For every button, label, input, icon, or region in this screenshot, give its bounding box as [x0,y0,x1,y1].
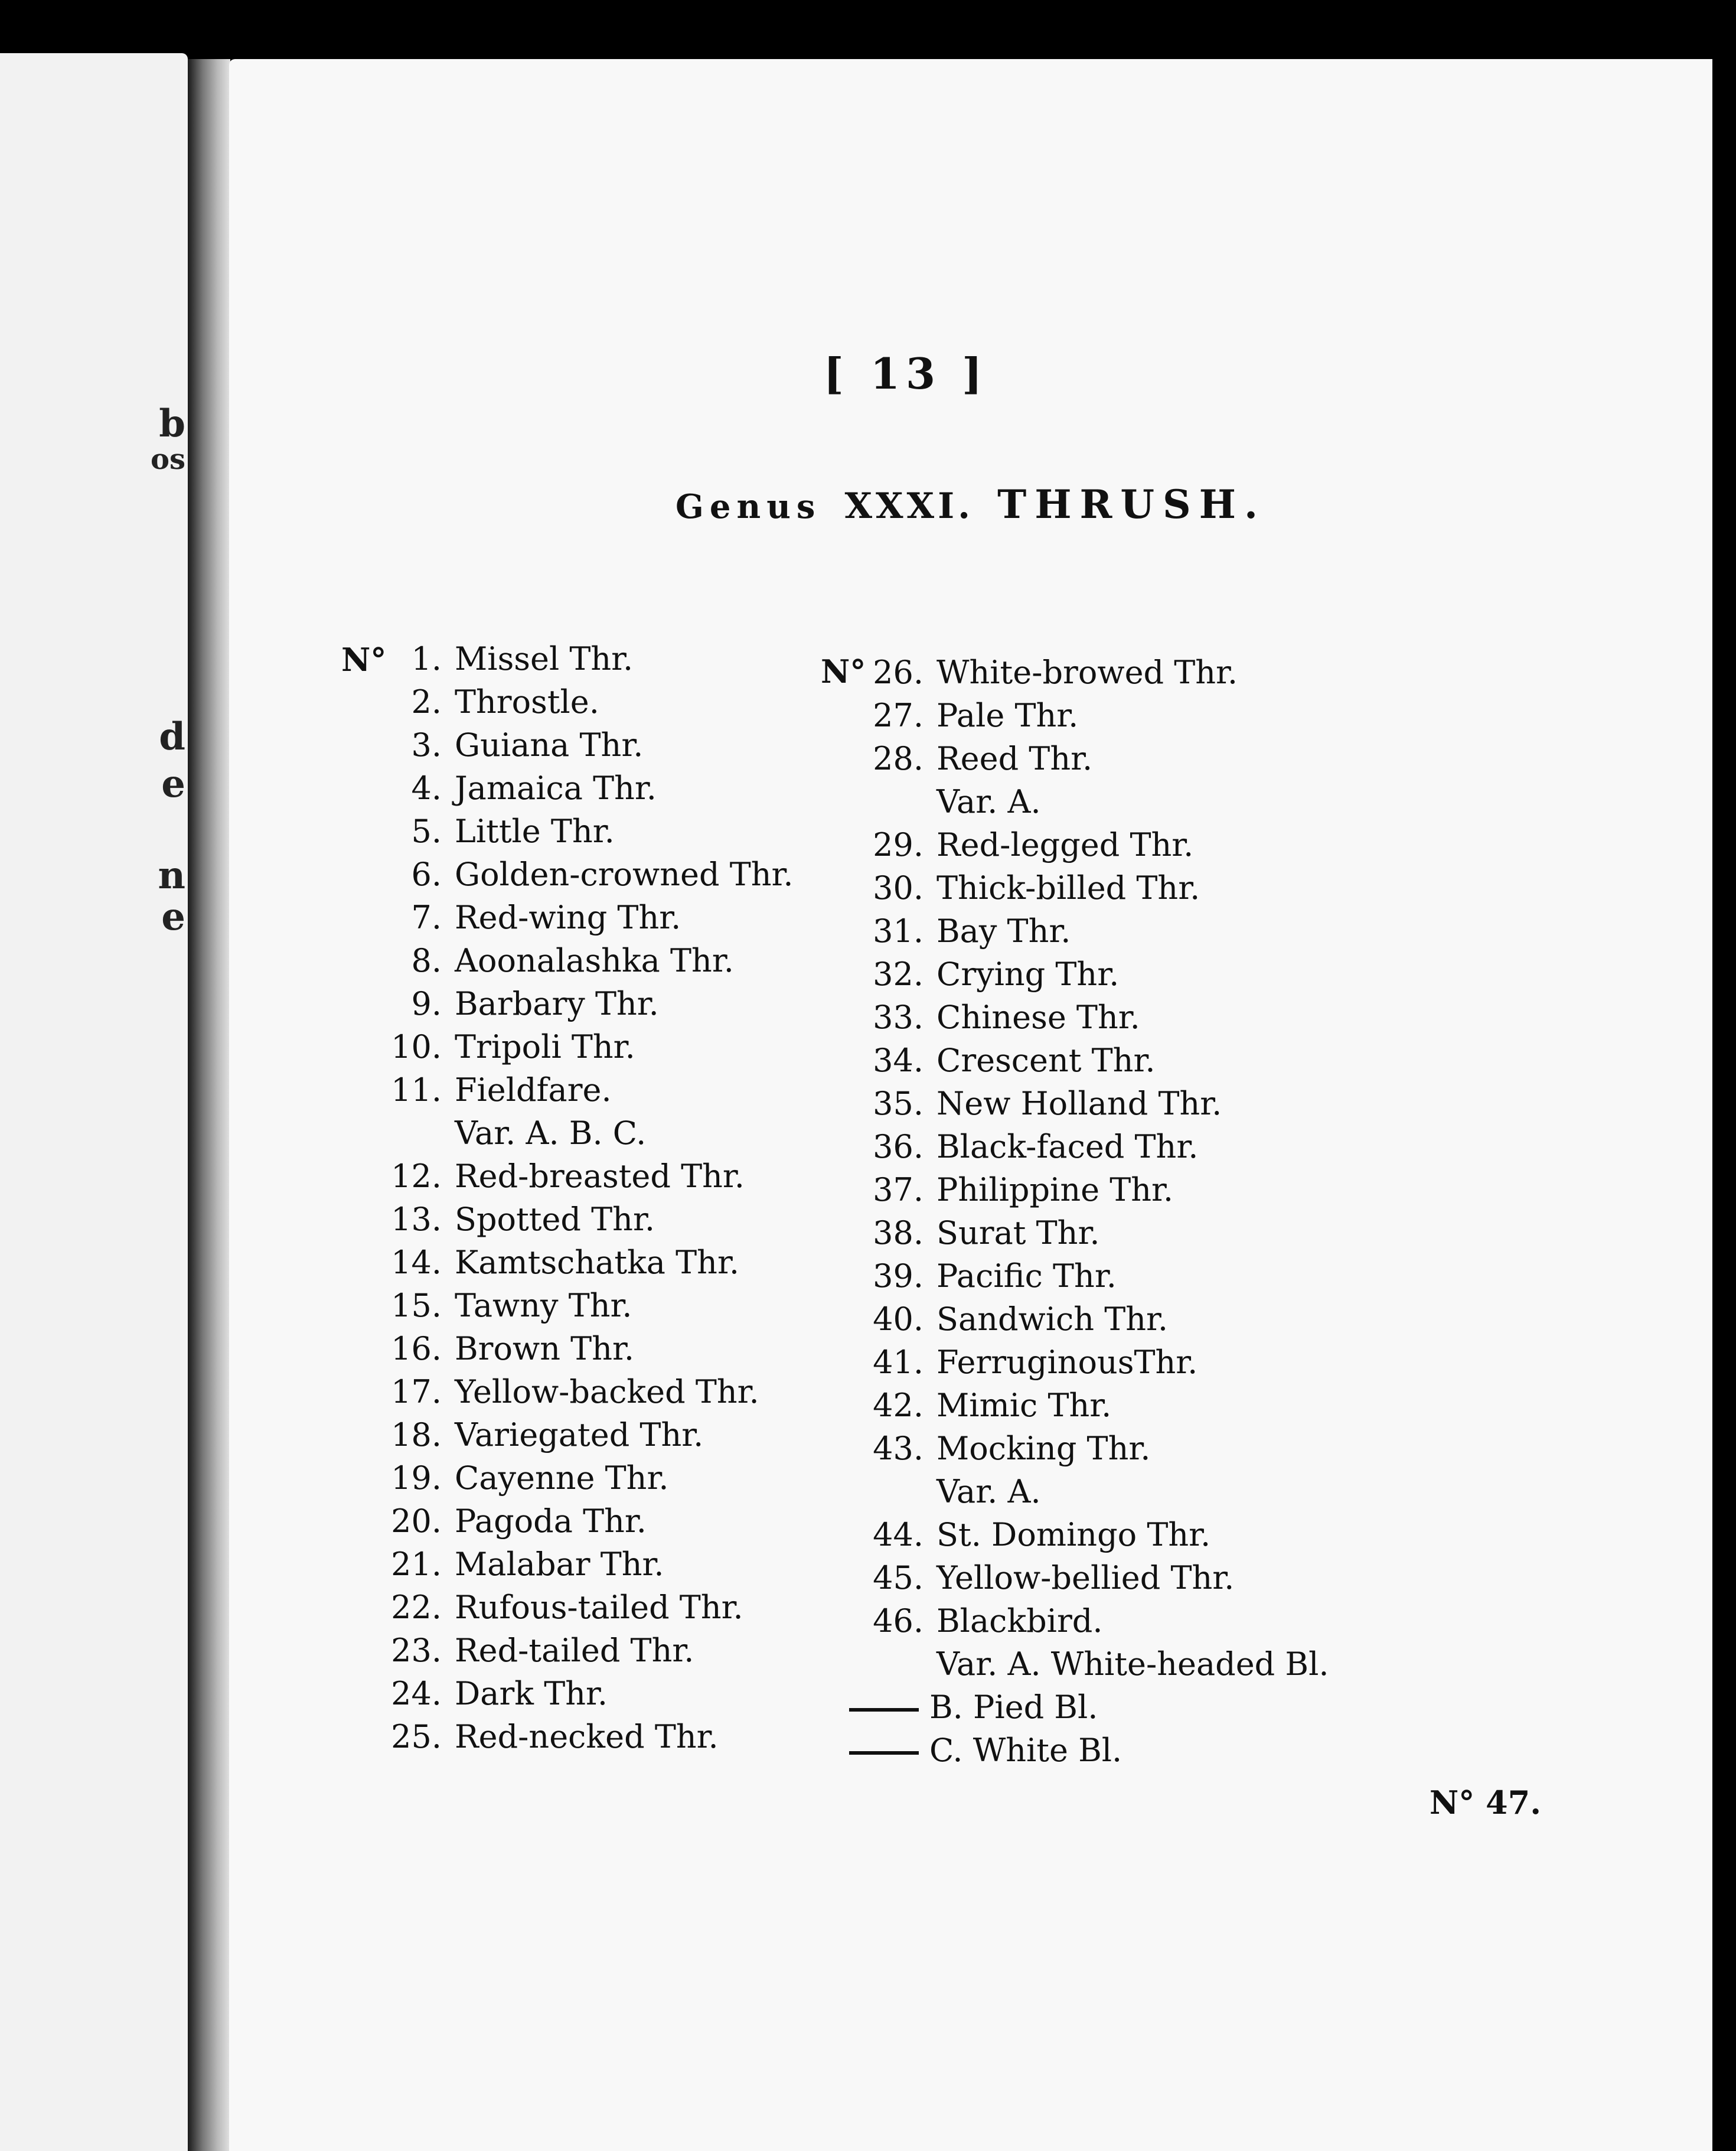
book-page [229,59,1712,2151]
entry-label: Guiana Thr. [455,726,644,764]
entry-label: Var. A. [936,1473,1041,1510]
entry-number: 24. [391,1675,442,1712]
facing-page-fragment: n [158,853,185,898]
entry-label: Spotted Thr. [455,1201,655,1238]
entry-label: Barbary Thr. [455,985,659,1022]
entry-label: St. Domingo Thr. [936,1516,1211,1553]
entry-number: 8. [411,942,442,979]
facing-page-fragment: e [161,895,185,939]
entry-label: Golden-crowned Thr. [455,856,794,893]
entry-label: Var. A. [936,783,1041,820]
entry-number: 34. [873,1042,924,1079]
genus-number: XXXI. [844,485,974,527]
entry-number: 29. [873,826,924,863]
entry-number: 14. [391,1244,442,1281]
genus-label: Genus [676,487,821,526]
entry-number: 10. [391,1028,442,1065]
entry-number: 26. [873,654,924,691]
entry-number: 22. [391,1589,442,1626]
entry-number: 21. [391,1546,442,1583]
entry-number: 17. [391,1373,442,1410]
entry-number: 20. [391,1503,442,1540]
entry-number: 1. [411,640,442,677]
entry-label: Red-legged Thr. [936,826,1194,863]
facing-page-fragment: b [159,402,185,446]
entry-number: 43. [873,1430,924,1467]
entry-label: Chinese Thr. [936,999,1140,1036]
entry-number: 28. [873,740,924,777]
entry-label: Mocking Thr. [936,1430,1151,1467]
entry-label: Surat Thr. [936,1214,1100,1252]
entry-number: 16. [391,1330,442,1367]
entry-number: 41. [873,1344,924,1381]
entry-label: White-browed Thr. [936,654,1238,691]
entry-number: 37. [873,1171,924,1208]
entry-number: 19. [391,1459,442,1497]
entry-number: 42. [873,1387,924,1424]
entry-label: Aoonalashka Thr. [455,942,734,979]
entry-label: Pacific Thr. [936,1257,1117,1295]
book-gutter [188,59,230,2151]
entry-number: 3. [411,726,442,764]
entry-label: Red-wing Thr. [455,899,681,936]
genus-title: THRUSH. [997,481,1266,527]
entry-label: Blackbird. [936,1602,1103,1640]
entry-label: Kamtschatka Thr. [455,1244,739,1281]
entry-label: Thick-billed Thr. [936,869,1200,907]
entry-number: 36. [873,1128,924,1165]
entry-label: Pagoda Thr. [455,1503,647,1540]
entry-number: 12. [391,1158,442,1195]
entry-label: B. Pied Bl. [936,1686,1098,1729]
entry-label: Pale Thr. [936,697,1079,734]
entry-label: Malabar Thr. [455,1546,664,1583]
facing-page [0,53,188,2151]
entry-number: 30. [873,869,924,907]
entry-label: Red-necked Thr. [455,1718,719,1755]
entry-number: 27. [873,697,924,734]
entry-label: Reed Thr. [936,740,1093,777]
entry-label: New Holland Thr. [936,1085,1222,1122]
catchword: N° 47. [1429,1784,1541,1821]
entry-number: 45. [873,1559,924,1596]
entry-number: 33. [873,999,924,1036]
entry-label: Rufous-tailed Thr. [455,1589,743,1626]
entry-label: Little Thr. [455,813,615,850]
entry-label: Cayenne Thr. [455,1459,669,1497]
entry-number: 25. [391,1718,442,1755]
number-sign-col2: N° [821,653,866,690]
entry-label: Var. A. White-headed Bl. [936,1645,1329,1683]
entry-number: 35. [873,1085,924,1122]
entry-label: FerruginousThr. [936,1344,1198,1381]
entry-number: 13. [391,1201,442,1238]
entry-number: 31. [873,912,924,950]
entry-number: 46. [873,1602,924,1640]
entry-number: 38. [873,1214,924,1252]
entry-number: 44. [873,1516,924,1553]
entry-label: Var. A. B. C. [455,1114,647,1152]
entry-number: 39. [873,1257,924,1295]
entry-label: Missel Thr. [455,640,634,677]
entry-label: Throstle. [455,683,599,721]
entry-label: Crescent Thr. [936,1042,1156,1079]
page-number: [ 13 ] [823,348,988,399]
facing-page-fragment: os [150,443,185,476]
entry-label: Tripoli Thr. [455,1028,635,1065]
entry-label: C. White Bl. [936,1729,1122,1772]
entry-number: 2. [411,683,442,721]
entry-number: 15. [391,1287,442,1324]
facing-page-fragment: e [161,762,185,806]
entry-label: Brown Thr. [455,1330,635,1367]
entry-label: Crying Thr. [936,956,1120,993]
entry-number: 32. [873,956,924,993]
entry-number: 6. [411,856,442,893]
entry-label: Philippine Thr. [936,1171,1174,1208]
entry-number: 5. [411,813,442,850]
entry-number: 7. [411,899,442,936]
entry-number: 4. [411,770,442,807]
entry-label: Fieldfare. [455,1071,612,1109]
entry-number: 11. [391,1071,442,1109]
entry-label: Red-tailed Thr. [455,1632,694,1669]
entry-label: Yellow-bellied Thr. [936,1559,1235,1596]
number-sign-col1: N° [341,641,387,679]
entry-number: 9. [411,985,442,1022]
entry-label: Jamaica Thr. [455,770,657,807]
entry-label: Black-faced Thr. [936,1128,1199,1165]
entry-label: Tawny Thr. [455,1287,632,1324]
entry-number: 23. [391,1632,442,1669]
entry-label: Sandwich Thr. [936,1301,1169,1338]
page-heading [229,481,1712,527]
entry-label: Yellow-backed Thr. [455,1373,759,1410]
entry-number: 40. [873,1301,924,1338]
entry-label: Variegated Thr. [455,1416,704,1453]
facing-page-fragment: d [159,715,185,759]
entry-label: Dark Thr. [455,1675,608,1712]
entry-label: Bay Thr. [936,912,1071,950]
entry-number: 18. [391,1416,442,1453]
entry-label: Mimic Thr. [936,1387,1112,1424]
entry-label: Red-breasted Thr. [455,1158,745,1195]
